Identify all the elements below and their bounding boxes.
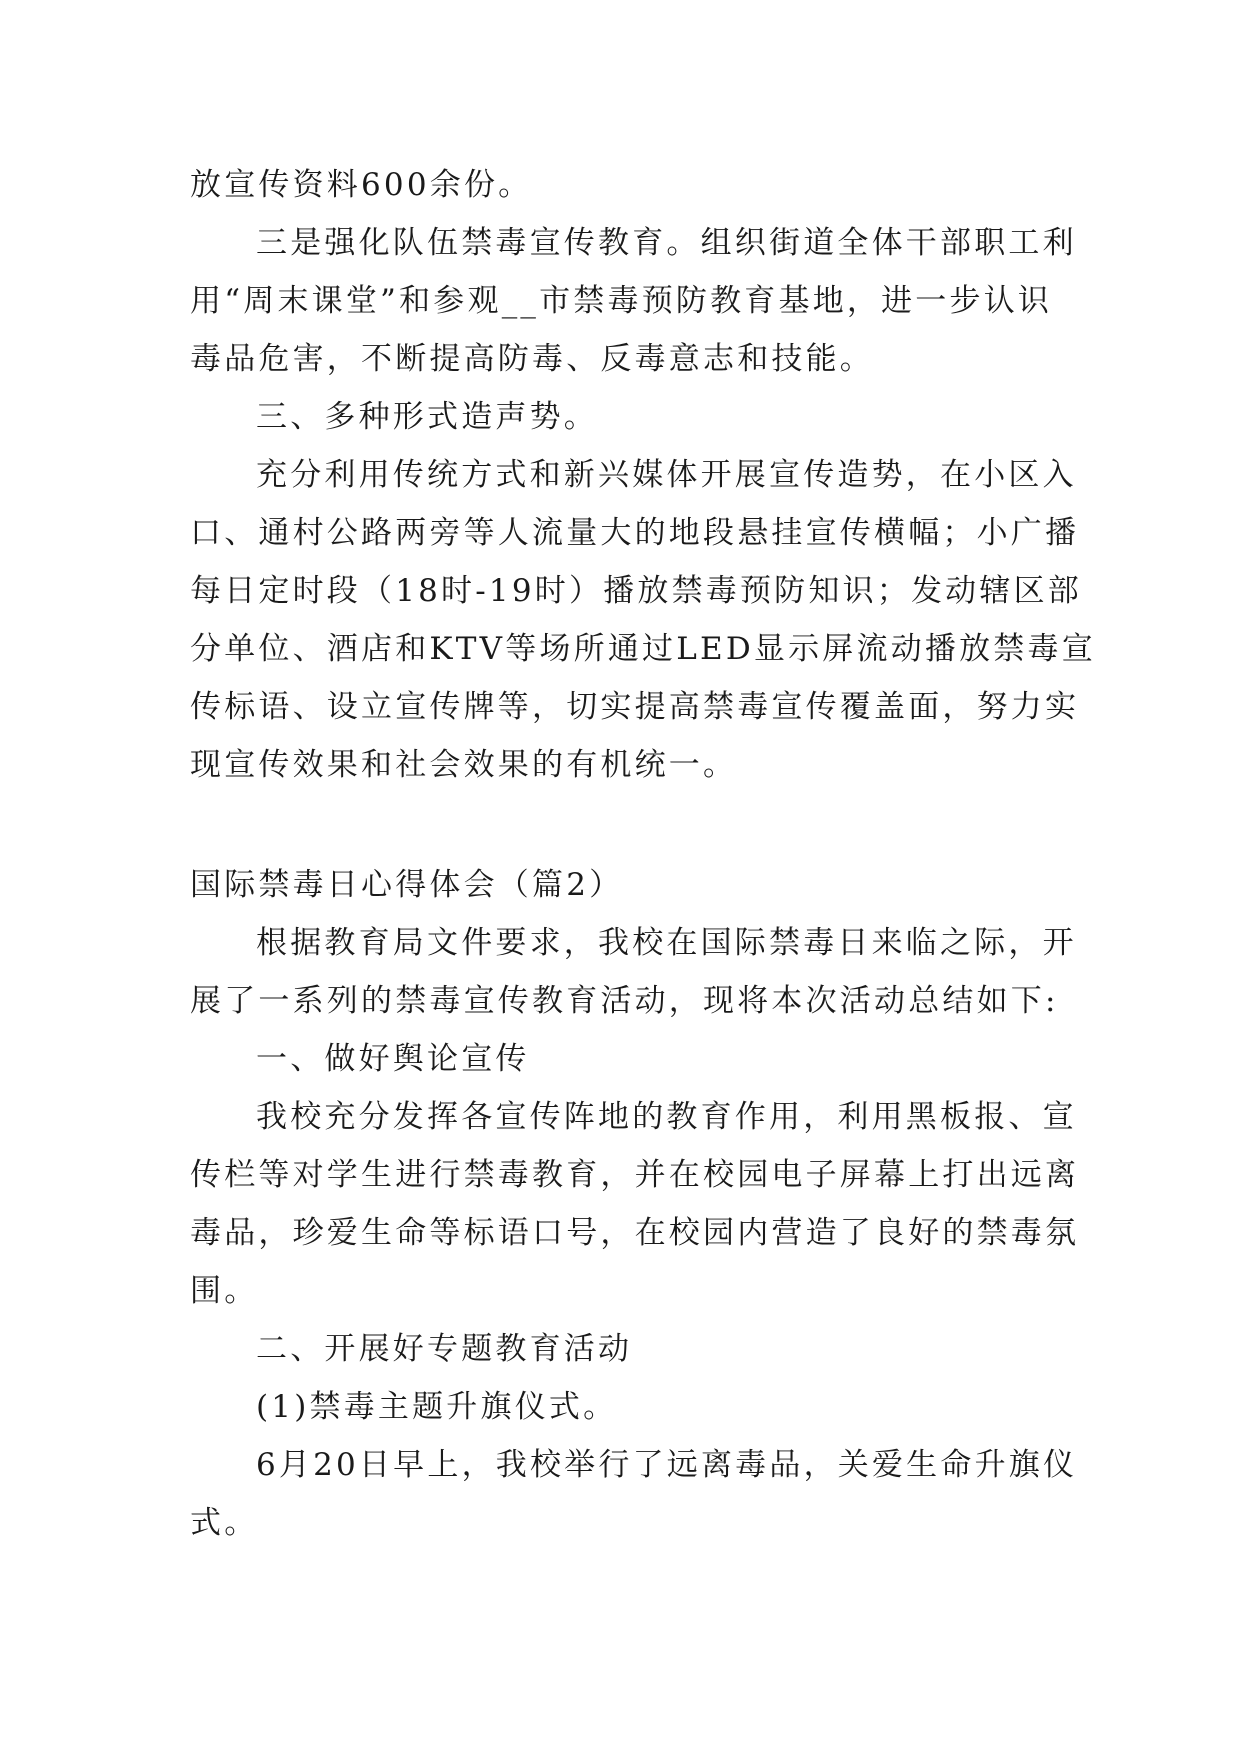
text-line: 口、通村公路两旁等人流量大的地段悬挂宣传横幅；小广播 (190, 515, 1080, 551)
list-item-heading: (1)禁毒主题升旗仪式。 (256, 1389, 618, 1425)
text-line: 毒品危害，不断提高防毒、反毒意志和技能。 (190, 341, 874, 377)
text-line: 围。 (190, 1273, 259, 1309)
section-subheading: 三、多种形式造声势。 (256, 399, 598, 435)
text-line: 现宣传效果和社会效果的有机统一。 (190, 747, 738, 783)
article-title: 国际禁毒日心得体会（篇2） (190, 867, 624, 903)
text-line: 分单位、酒店和KTV等场所通过LED显示屏流动播放禁毒宣 (190, 631, 1096, 667)
text-line: 每日定时段（18时-19时）播放禁毒预防知识；发动辖区部 (190, 573, 1082, 609)
text-line: 传标语、设立宣传牌等，切实提高禁毒宣传覆盖面，努力实 (190, 689, 1080, 725)
paragraph-start-line: 6月20日早上，我校举行了远离毒品，关爱生命升旗仪 (256, 1447, 1078, 1483)
section-subheading: 一、做好舆论宣传 (256, 1041, 530, 1077)
text-line: 展了一系列的禁毒宣传教育活动，现将本次活动总结如下: (190, 983, 1059, 1019)
text-line: 毒品，珍爱生命等标语口号，在校园内营造了良好的禁毒氛 (190, 1215, 1080, 1251)
paragraph-start-line: 充分利用传统方式和新兴媒体开展宣传造势，在小区入 (256, 457, 1077, 493)
text-line: 放宣传资料600余份。 (190, 167, 533, 203)
paragraph-start-line: 三是强化队伍禁毒宣传教育。组织街道全体干部职工利 (256, 225, 1077, 261)
text-line: 式。 (190, 1505, 259, 1541)
paragraph-start-line: 根据教育局文件要求，我校在国际禁毒日来临之际，开 (256, 925, 1077, 961)
section-subheading: 二、开展好专题教育活动 (256, 1331, 633, 1367)
text-line: 用“周末课堂”和参观__市禁毒预防教育基地，进一步认识 (190, 283, 1053, 319)
document-body (190, 156, 1096, 1552)
paragraph-start-line: 我校充分发挥各宣传阵地的教育作用，利用黑板报、宣 (256, 1099, 1077, 1135)
text-line: 传栏等对学生进行禁毒教育，并在校园电子屏幕上打出远离 (190, 1157, 1080, 1193)
